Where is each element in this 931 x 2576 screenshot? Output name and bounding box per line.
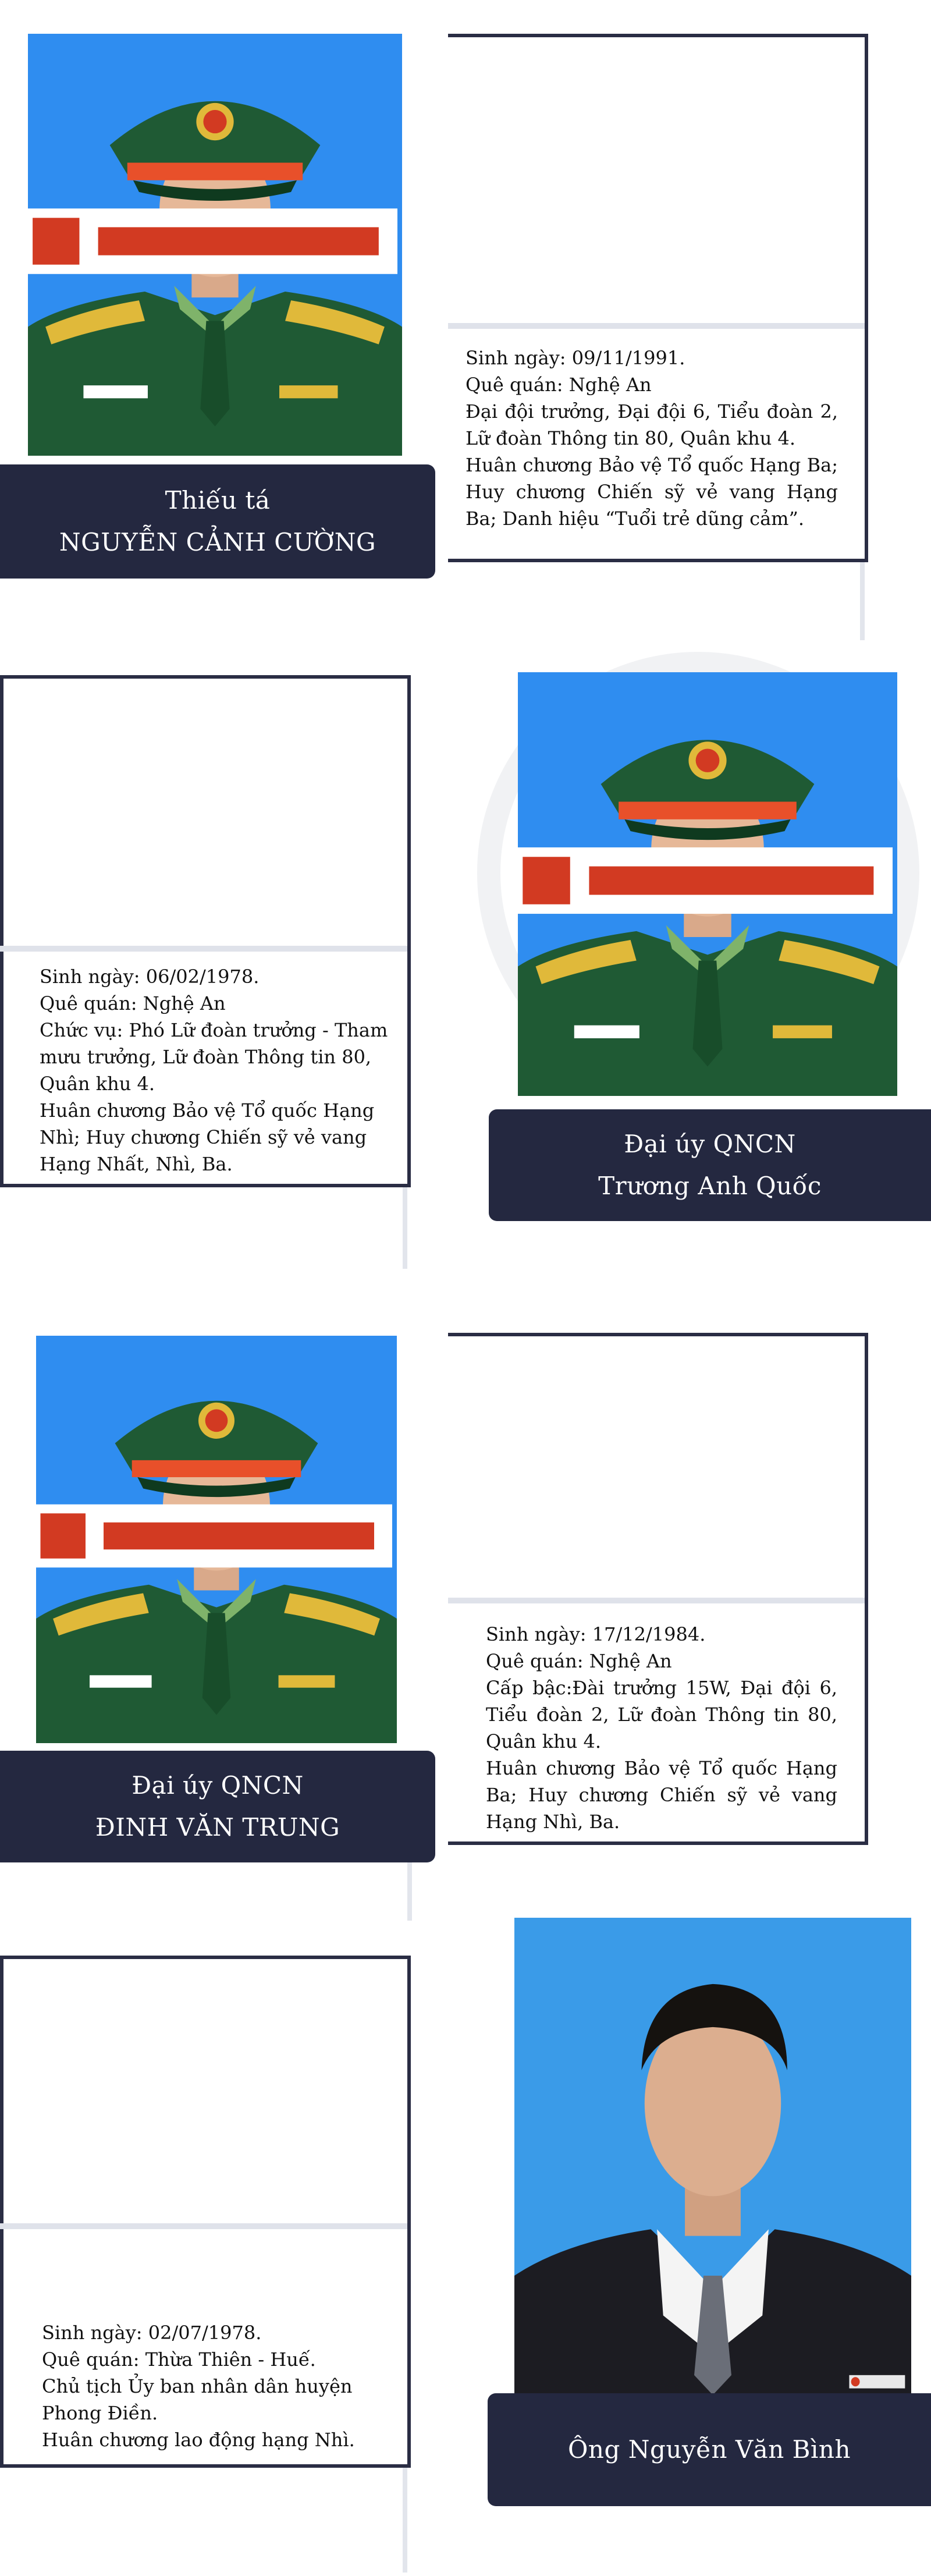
frame-divider [448,323,865,329]
rank-label: Đại úy QNCN [624,1130,796,1158]
awards: Huân chương Bảo vệ Tổ quốc Hạng Ba; Huy chương Chiến sỹ vẻ vang Hạng Nhì, Ba. [486,1757,837,1833]
rank-label: Thiếu tá [165,486,271,515]
hometown: Quê quán: Thừa Thiên - Huế. [42,2348,316,2371]
frame-divider [0,946,407,952]
info-text-4 [42,2319,391,2453]
frame-divider [448,1598,865,1603]
person-name: NGUYỄN CẢNH CƯỜNG [59,528,376,556]
position: Cấp bậc:Đài trưởng 15W, Đại đội 6, Tiểu đoàn 2, Lữ đoàn Thông tin 80, Quân khu 4. [486,1677,837,1752]
person-name: ĐINH VĂN TRUNG [95,1813,340,1841]
portrait-photo-2 [518,672,897,1096]
awards: Huân chương Bảo vệ Tổ quốc Hạng Ba; Huy chương Chiến sỹ vẻ vang Hạng Ba; Danh hiệu “Tuổi trẻ dũng cảm”. [466,454,838,530]
portrait-photo-3 [36,1336,397,1743]
birth-date: Sinh ngày: 06/02/1978. [40,966,260,988]
portrait-photo-4 [514,1918,911,2395]
connector-line [403,1176,407,1269]
connector-line [403,2468,407,2573]
connector-line [860,559,865,640]
hometown: Quê quán: Nghệ An [466,374,652,396]
frame-divider [0,2223,407,2229]
hometown: Quê quán: Nghệ An [40,992,226,1014]
awards: Huân chương lao động hạng Nhì. [42,2429,355,2451]
person-name: Ông Nguyễn Văn Bình [567,2435,851,2464]
name-plate-2 [489,1109,931,1221]
birth-date: Sinh ngày: 17/12/1984. [486,1623,706,1645]
position: Chủ tịch Ủy ban nhân dân huyện Phong Điền. [42,2375,353,2424]
info-text-3 [486,1621,837,1835]
birth-date: Sinh ngày: 09/11/1991. [466,347,685,369]
person-name: Trương Anh Quốc [598,1172,822,1200]
position: Đại đội trưởng, Đại đội 6, Tiểu đoàn 2, Lữ đoàn Thông tin 80, Quân khu 4. [466,400,838,449]
info-text-1 [466,345,838,532]
hometown: Quê quán: Nghệ An [486,1650,672,1672]
rank-label: Đại úy QNCN [132,1771,304,1800]
birth-date: Sinh ngày: 02/07/1978. [42,2322,262,2344]
info-text-2 [40,963,389,1177]
name-plate-1 [0,464,435,579]
awards: Huân chương Bảo vệ Tổ quốc Hạng Nhì; Huy chương Chiến sỹ vẻ vang Hạng Nhất, Nhì, Ba. [40,1099,375,1175]
name-plate-4 [488,2393,931,2506]
name-plate-3 [0,1751,435,1862]
portrait-photo-1 [28,34,402,456]
position: Chức vụ: Phó Lữ đoàn trưởng - Tham mưu trưởng, Lữ đoàn Thông tin 80, Quân khu 4. [40,1019,388,1095]
